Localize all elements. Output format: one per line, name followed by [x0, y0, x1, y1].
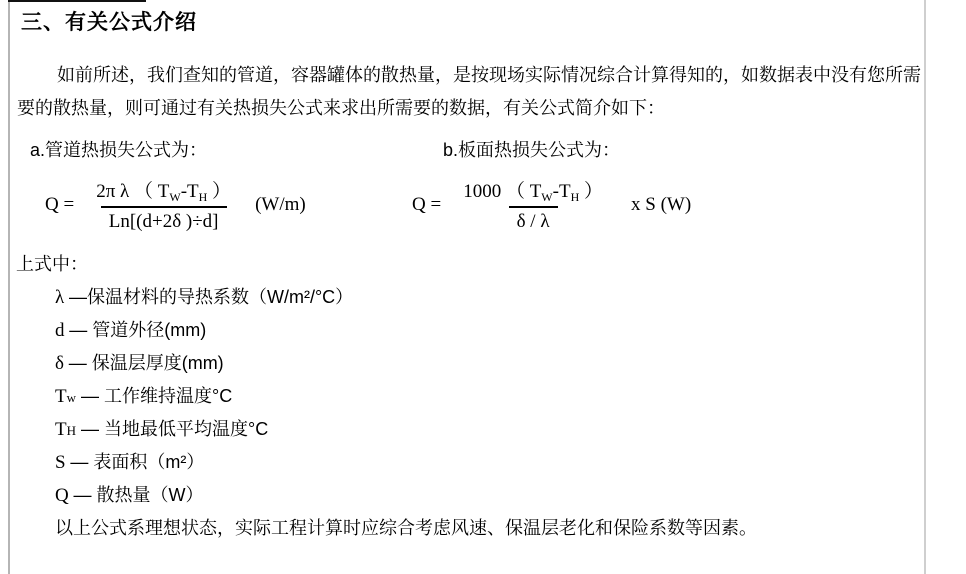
formula-b-numerator: 1000 （ $T_W-T_H$ ）: [463, 181, 603, 204]
definition-item: δ — 保温层厚度(mm): [55, 353, 224, 374]
closing-note: 以上公式系理想状态，实际工程计算时应综合考虑风速、保温层老化和保险系数等因素。: [55, 518, 757, 538]
definitions-heading: 上式中：: [16, 254, 88, 274]
intro-paragraph-line-1: 如前所述，我们查知的管道，容器罐体的散热量，是按现场实际情况综合计算得知的，如数据表中没有您所需: [57, 65, 921, 85]
formula-a: [45, 176, 306, 233]
formula-a-numerator: 2π λ （ $T_W-T_H$ ）: [96, 181, 232, 204]
page-right-border: [924, 0, 926, 574]
definition-item: S — 表面积（m²）: [55, 452, 205, 473]
formula-a-denominator: Ln[(d+2δ )÷d]: [101, 206, 227, 233]
formula-b: [412, 176, 691, 233]
definition-item: d — 管道外径(mm): [55, 320, 207, 341]
definitions-list: [55, 281, 757, 545]
formula-a-heading: a.管道热损失公式为：: [30, 140, 208, 160]
definition-item: Q — 散热量（W）: [55, 485, 204, 506]
formula-a-lhs: Q =: [45, 193, 75, 215]
formula-b-denominator: δ / λ: [509, 206, 558, 233]
title-top-rule: [8, 0, 146, 2]
formula-b-suffix: x S (W): [631, 193, 692, 215]
definition-item: Tw — 工作维持温度°C: [55, 386, 233, 407]
page-title: 三、有关公式介绍: [21, 11, 197, 34]
formula-b-lhs: Q =: [412, 193, 442, 215]
formula-b-heading: b.板面热损失公式为：: [443, 140, 621, 160]
definition-item: λ —保温材料的导热系数（W/m²/°C）: [55, 287, 354, 308]
formula-b-fraction: [455, 176, 611, 233]
formula-a-unit: (W/m): [255, 193, 306, 215]
formula-a-fraction: [88, 176, 239, 233]
intro-paragraph-line-2: 要的散热量，则可通过有关热损失公式来求出所需要的数据，有关公式简介如下：: [17, 98, 665, 118]
definition-item: TH — 当地最低平均温度°C: [55, 419, 269, 440]
page-left-border: [8, 0, 10, 574]
